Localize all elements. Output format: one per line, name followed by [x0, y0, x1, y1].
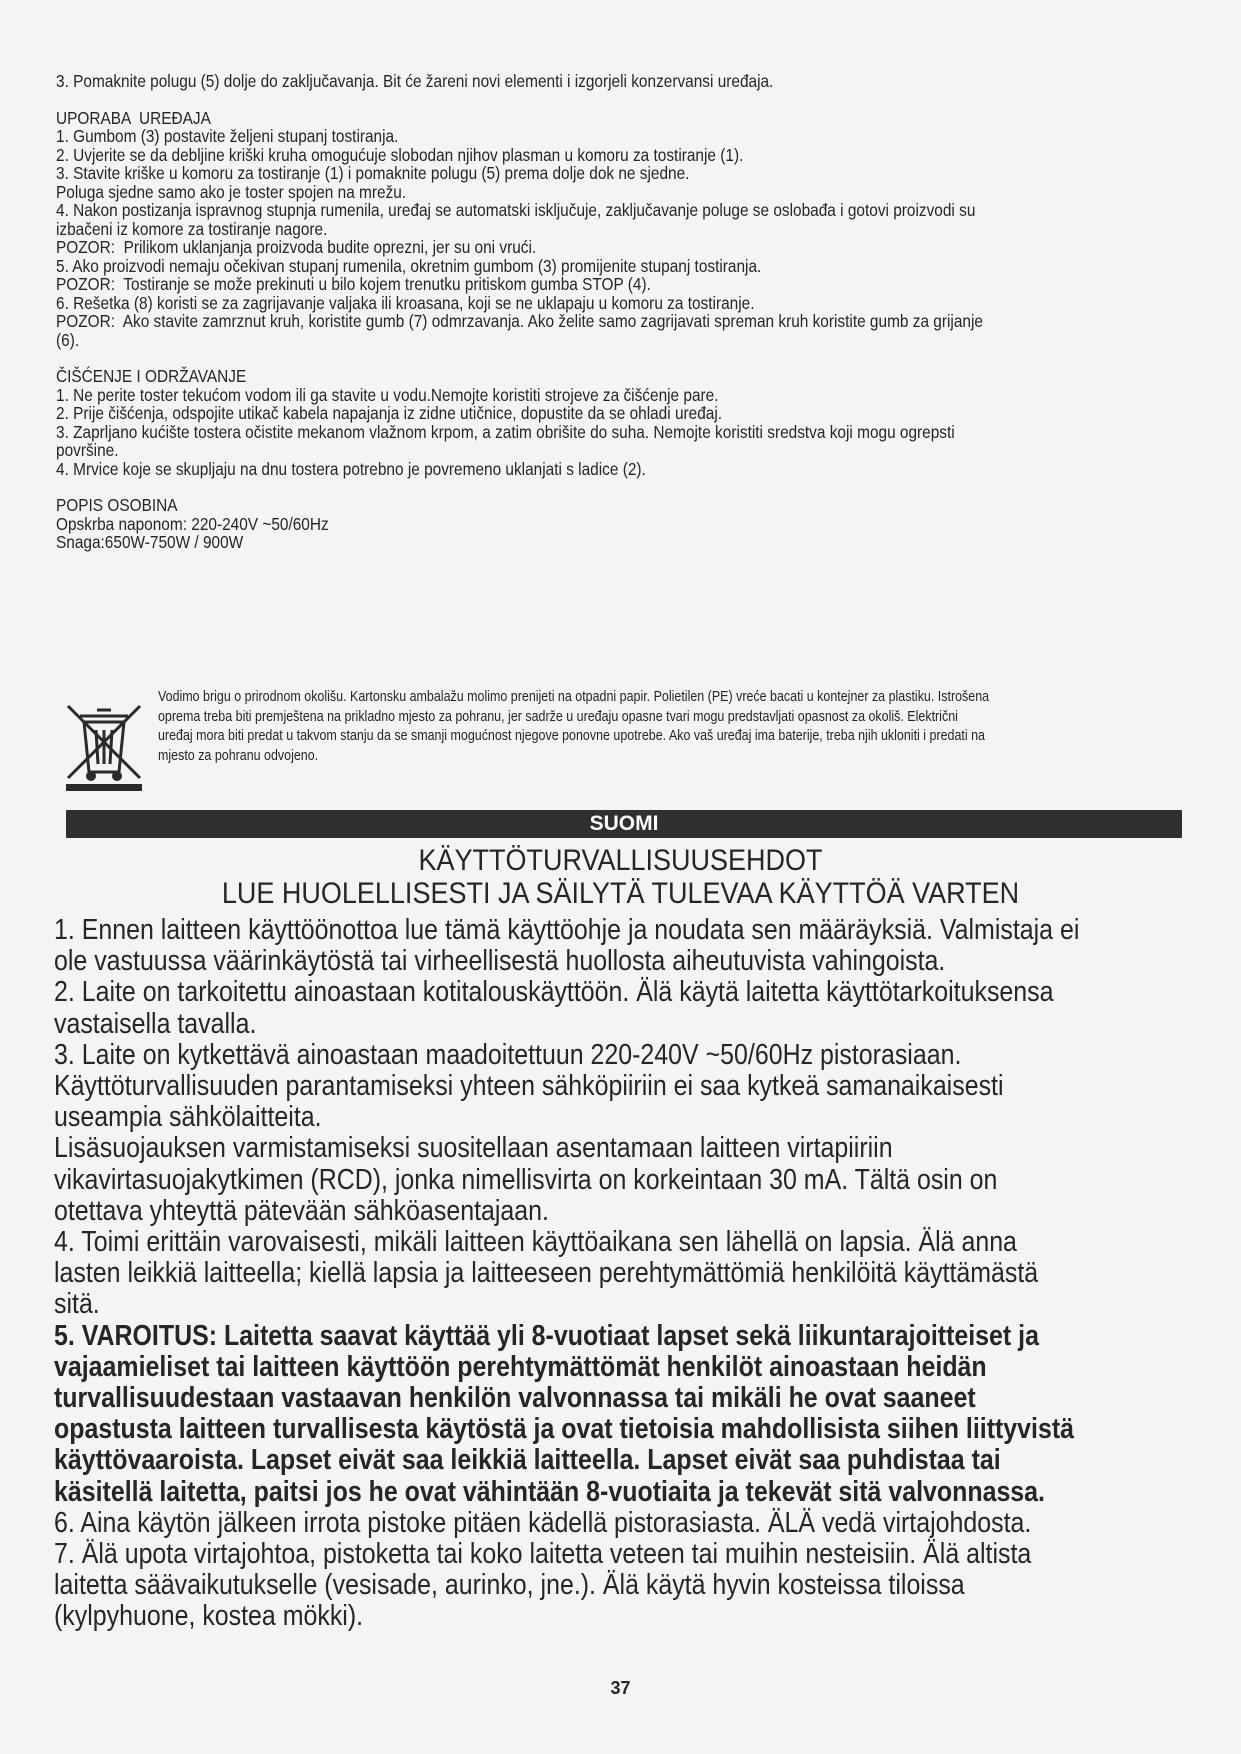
safety-line: opastusta laitteen turvallisesta käytöstä ja ovat tietoisia mahdollisista siihen liittyvistä: [54, 1413, 1075, 1446]
cleaning-line: 4. Mrvice koje se skupljaju na dnu tostera potrebno je povremeno uklanjati s ladice (2).: [56, 458, 646, 479]
usage-line: 2. Uvjerite se da debljine kriški kruha omogućuje slobodan njihov plasman u komoru za tostiranje (1).: [56, 144, 744, 165]
safety-line: (kylpyhuone, kostea mökki).: [54, 1600, 364, 1633]
recycling-notice: [56, 688, 1191, 796]
usage-line: (6).: [56, 329, 80, 350]
usage-line: 6. Rešetka (8) koristi se za zagrijavanje valjaka ili kroasana, koji se ne uklapaju u komoru za tostiranje.: [56, 292, 755, 313]
recycling-line: Vodimo brigu o prirodnom okolišu. Kartonsku ambalažu molimo prenijeti na otpadni papir. Polietilen (PE) vreće bacati u kontejner za plastiku. Istrošena: [158, 689, 990, 705]
usage-line: 4. Nakon postizanja ispravnog stupnja rumenila, uređaj se automatski isključuje, zaključavanje poluge se oslobađa i gotovi proizvodi su: [56, 200, 976, 220]
usage-heading: UPORABA UREĐAJA: [56, 107, 211, 128]
safety-line: vastaisella tavalla.: [54, 1007, 257, 1040]
specs-lines: [56, 515, 1191, 552]
safety-line: ole vastuussa väärinkäytöstä tai virheellisestä huollosta aiheutuvista vahingoista.: [54, 945, 946, 978]
cleaning-heading: ČIŠĆENJE I ODRŽAVANJE: [56, 366, 247, 386]
safety-line: vikavirtasuojakytkimen (RCD), jonka nimellisvirta on korkeintaan 30 mA. Tältä osin on: [54, 1163, 998, 1196]
safety-line: 1. Ennen laitteen käyttöönottoa lue tämä käyttöohje ja noudata sen määräyksiä. Valmistaja ei: [54, 914, 1080, 946]
safety-line: laitetta säävaikutukselle (vesisade, aurinko, jne.). Älä käytä hyvin kosteissa tiloissa: [54, 1569, 965, 1602]
recycling-line: mjesto za pohranu odvojeno.: [158, 747, 319, 764]
usage-line: 5. Ako proizvodi nemaju očekivan stupanj rumenila, okretnim gumbom (3) promijenite stupanj tostiranja.: [56, 255, 762, 276]
usage-line: POZOR: Tostiranje se može prekinuti u bilo kojem trenutku pritiskom gumba STOP (4).: [56, 274, 651, 294]
safety-line: lasten leikkiä laitteella; kiellä lapsia ja laitteeseen perehtymättömiä henkilöitä käyttämästä: [54, 1257, 1039, 1290]
spec-line: Opskrba naponom: 220-240V ~50/60Hz: [56, 513, 329, 534]
recycling-text: [158, 688, 1186, 766]
specs-heading: POPIS OSOBINA: [56, 495, 178, 515]
finnish-safety-text: [54, 915, 1196, 1633]
intro-line: 3. Pomaknite polugu (5) dolje do zaključavanja. Bit će žareni novi elementi i izgorjeli konzervansi uređaja.: [56, 71, 774, 91]
safety-line: 2. Laite on tarkoitettu ainoastaan kotitalouskäyttöön. Älä käytä laitetta käyttötarkoituksensa: [54, 976, 1054, 1009]
safety-title: KÄYTTÖTURVALLISUUSEHDOT: [418, 844, 823, 877]
safety-line: useampia sähkölaitteita.: [54, 1101, 322, 1134]
safety-line: 5. VAROITUS: Laitetta saavat käyttää yli 8-vuotiaat lapset sekä liikuntarajoitteiset ja: [54, 1319, 1039, 1352]
cleaning-lines: [56, 386, 1191, 479]
usage-line: POZOR: Ako stavite zamrznut kruh, koristite gumb (7) odmrzavanja. Ako želite samo zagrijavati spreman kruh koristite gumb za grijanje: [56, 311, 983, 331]
page-number: 37: [610, 1678, 631, 1698]
cleaning-line: 2. Prije čišćenja, odspojite utikač kabela napajanja iz zidne utičnice, dopustite da se ohladi uređaj.: [56, 403, 723, 423]
usage-line: 3. Stavite kriške u komoru za tostiranje (1) i pomaknite polugu (5) prema dolje dok ne sjedne.: [56, 163, 690, 183]
usage-lines: [56, 127, 1191, 349]
safety-line: otettava yhteyttä pätevään sähköasentajaan.: [54, 1194, 549, 1227]
cleaning-line: 1. Ne perite toster tekućom vodom ili ga stavite u vodu.Nemojte koristiti strojeve za čišćenje pare.: [56, 384, 719, 405]
cleaning-line: 3. Zaprljano kućište tostera očistite mekanom vlažnom krpom, a zatim obrišite do suha. Nemojte koristiti sredstva koji mogu ogrepsti: [56, 421, 955, 442]
safety-line: vajaamieliset tai laitteen käyttöön perehtymättömät henkilöt ainoastaan heidän: [54, 1350, 987, 1383]
crossed-out-wheelie-bin-icon: [64, 700, 144, 792]
cleaning-line: površine.: [56, 440, 119, 460]
spec-line: Snaga:650W-750W / 900W: [56, 532, 244, 552]
recycling-line: uređaj mora biti predat u takvom stanju da se smanji mogućnost njegove ponovne upotrebe. Ako vaš uređaj ima baterije, treba njih ukloniti i predati na: [158, 728, 985, 744]
safety-line: turvallisuudestaan vastaavan henkilön valvonnassa tai mikäli he ovat saaneet: [54, 1382, 976, 1415]
usage-line: 1. Gumbom (3) postavite željeni stupanj tostiranja.: [56, 126, 399, 146]
safety-line: Lisäsuojauksen varmistamiseksi suositellaan asentamaan laitteen virtapiiriin: [54, 1132, 893, 1165]
safety-line: Käyttöturvallisuuden parantamiseksi yhteen sähköpiiriin ei saa kytkeä samanaikaisesti: [54, 1070, 1004, 1103]
usage-line: POZOR: Prilikom uklanjanja proizvoda budite oprezni, jer su oni vrući.: [56, 237, 537, 257]
safety-subtitle: LUE HUOLELLISESTI JA SÄILYTÄ TULEVAA KÄYTTÖÄ VARTEN: [221, 877, 1020, 910]
usage-line: Poluga sjedne samo ako je toster spojen na mrežu.: [56, 181, 407, 202]
safety-line: 7. Älä upota virtajohtoa, pistoketta tai koko laitetta veteen tai muihin nesteisiin. Älä altista: [54, 1538, 1032, 1571]
recycling-line: oprema treba biti premještena na prikladno mjesto za pohranu, jer sadrže u uređaju opasne tvari mogu predstavljati opasnost za okoliš. Električni: [158, 708, 958, 725]
safety-line: sitä.: [54, 1288, 100, 1321]
safety-line: 3. Laite on kytkettävä ainoastaan maadoitettuun 220-240V ~50/60Hz pistorasiaan.: [54, 1038, 962, 1071]
safety-line: 4. Toimi erittäin varovaisesti, mikäli laitteen käyttöaikana sen lähellä on lapsia. Älä anna: [54, 1226, 1017, 1259]
safety-line: käsitellä laitetta, paitsi jos he ovat vähintään 8-vuotiaita ja tekevät sitä valvonnassa.: [54, 1475, 1045, 1508]
language-banner: SUOMI: [66, 810, 1182, 838]
safety-line: 6. Aina käytön jälkeen irrota pistoke pitäen kädellä pistorasiasta. ÄLÄ vedä virtajohdosta.: [54, 1506, 1032, 1539]
croatian-usage-section: [56, 72, 1191, 552]
usage-line: izbačeni iz komore za tostiranje nagore.: [56, 218, 328, 239]
safety-line: käyttövaaroista. Lapset eivät saa leikkiä laitteella. Lapset eivät saa puhdistaa tai: [54, 1444, 1001, 1477]
